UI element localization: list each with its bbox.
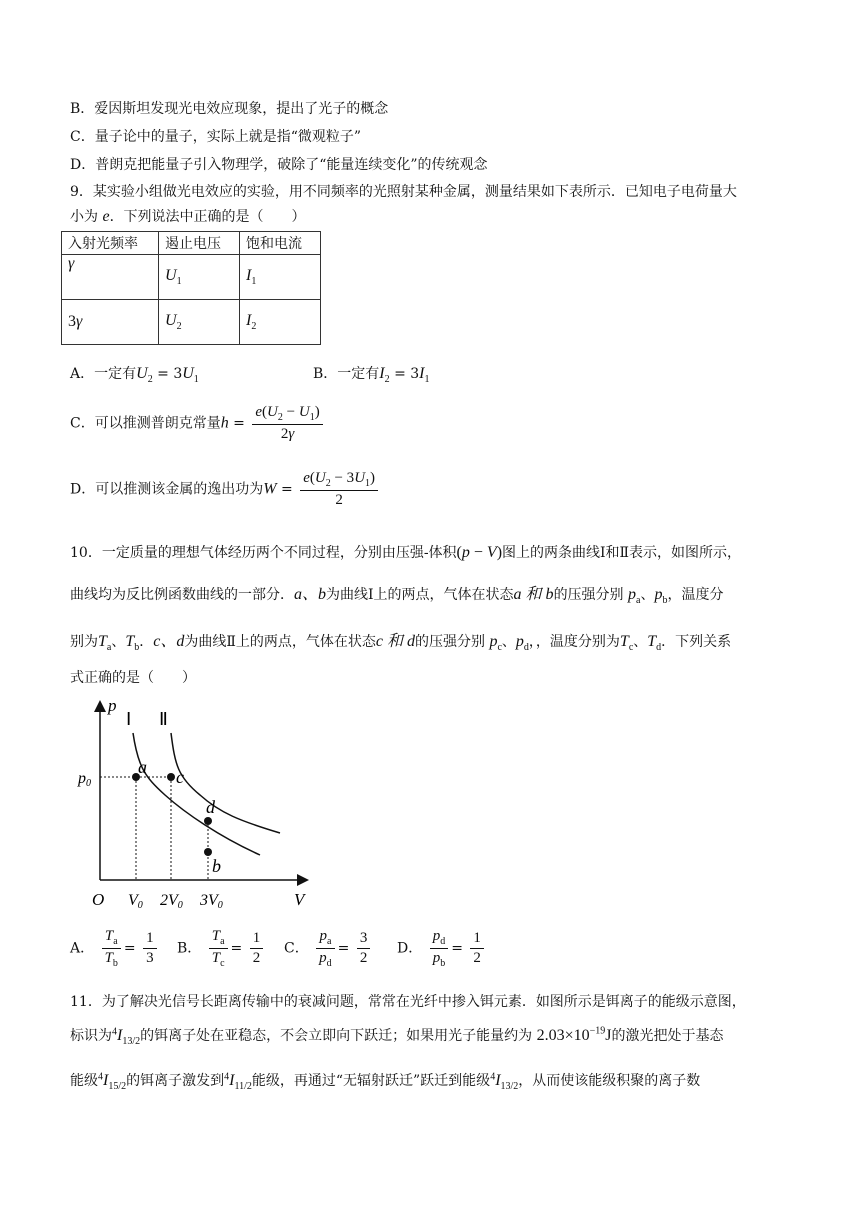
q9-stem-line2: 小为 e．下列说法中正确的是（ ）	[70, 208, 306, 225]
curve-i	[133, 733, 260, 855]
table-header: 遏止电压	[159, 232, 240, 255]
pv-graph	[70, 695, 320, 915]
q11-stem-line1: 11．为了解决光信号长距离传输中的衰减问题，常常在光纤中掺入铒元素．如图所示是铒离子的能级示意图，	[70, 994, 746, 1010]
curve-label-i: Ⅰ	[126, 709, 132, 729]
q8-option-d: D．普朗克把能量子引入物理学，破除了“能量连续变化”的传统观念	[70, 157, 488, 173]
q9-option-a: A．一定有$U_2 = 3U_1$	[70, 365, 199, 385]
q10-stem-line3: 别为$T_a$、$T_b$．c、d为曲线Ⅱ上的两点，气体在状态c 和 d的压强分别 $p_c$、$p_d$，，温度分别为$T_c$、$T_d$．下列关系	[70, 633, 732, 653]
q9-option-b: B．一定有$I_2 = 3I_1$	[313, 365, 430, 385]
curve-ii	[171, 733, 280, 833]
q11-stem-line3: 能级$^4I_{15/2}$的铒离子激发到$^4I_{11/2}$能级，再通过“无辐射跃迁”跃迁到能级$^4I_{13/2}$，从而使该能级积聚的离子数	[70, 1071, 701, 1092]
q11-stem-line2: 标识为$^4I_{13/2}$的铒离子处在亚稳态，不会立即向下跃迁；如果用光子能量约为 $2.03\times 10^{-19}J$的激光把处于基态	[70, 1025, 724, 1047]
q10-option-b: B． $\frac{T_a}{T_c}$ = $\frac{1}{2}$	[177, 928, 266, 969]
q10-stem-line2: 曲线均为反比例函数曲线的一部分．a、b为曲线Ⅰ上的两点，气体在状态a 和 b的压强分别 $p_a$、$p_b$，温度分	[70, 586, 724, 606]
table-header: 饱和电流	[240, 232, 321, 255]
tick-2v0: 2V0	[160, 892, 183, 911]
q9-stem-line1: 9．某实验小组做光电效应的实验，用不同频率的光照射某种金属，测量结果如下表所示．已知电子电荷量大	[70, 184, 737, 200]
label-a: a	[138, 757, 147, 777]
label-c: c	[176, 767, 184, 787]
label-b: b	[212, 856, 221, 876]
q10-stem-line1: 10．一定质量的理想气体经历两个不同过程，分别由压强-体积(p − V)图上的两条曲线Ⅰ和Ⅱ表示，如图所示，	[70, 544, 742, 561]
point-d	[204, 817, 212, 825]
q9-option-d: D．可以推测该金属的逸出功为W = $\frac{e(U_2 - 3U_1)}{2}$	[70, 470, 381, 509]
tick-v0: V0	[128, 892, 143, 911]
q8-option-b: B．爱因斯坦发现光电效应现象，提出了光子的概念	[70, 101, 389, 117]
axis-label-v: V	[294, 890, 305, 909]
q10-option-a: A． $\frac{T_a}{T_b}$ = $\frac{1}{3}$	[70, 928, 160, 969]
q10-option-c: C． $\frac{p_a}{p_d}$ = $\frac{3}{2}$	[284, 928, 373, 969]
q10-stem-line4: 式正确的是（ ）	[70, 670, 196, 686]
point-c	[167, 773, 175, 781]
curve-label-ii: Ⅱ	[159, 709, 168, 729]
origin-label: O	[92, 890, 105, 909]
table-header: 入射光频率	[62, 232, 159, 255]
point-b	[204, 848, 212, 856]
p0-label: p0	[78, 770, 91, 789]
q8-option-c: C．量子论中的量子，实际上就是指“微观粒子”	[70, 129, 362, 145]
q9-data-table	[61, 231, 321, 345]
table-row: 3γ $U_2$ $I_2$	[62, 300, 321, 345]
axis-label-p: p	[108, 696, 117, 715]
table-row: γ $U_1$ $I_1$	[62, 255, 321, 300]
tick-3v0: 3V0	[200, 892, 223, 911]
q10-option-d: D． $\frac{p_d}{p_b}$ = $\frac{1}{2}$	[397, 928, 487, 969]
q9-option-c: C．可以推测普朗克常量h = $\frac{e(U_2 - U_1)}{2\gamma}$	[70, 404, 326, 443]
label-d: d	[206, 797, 215, 817]
